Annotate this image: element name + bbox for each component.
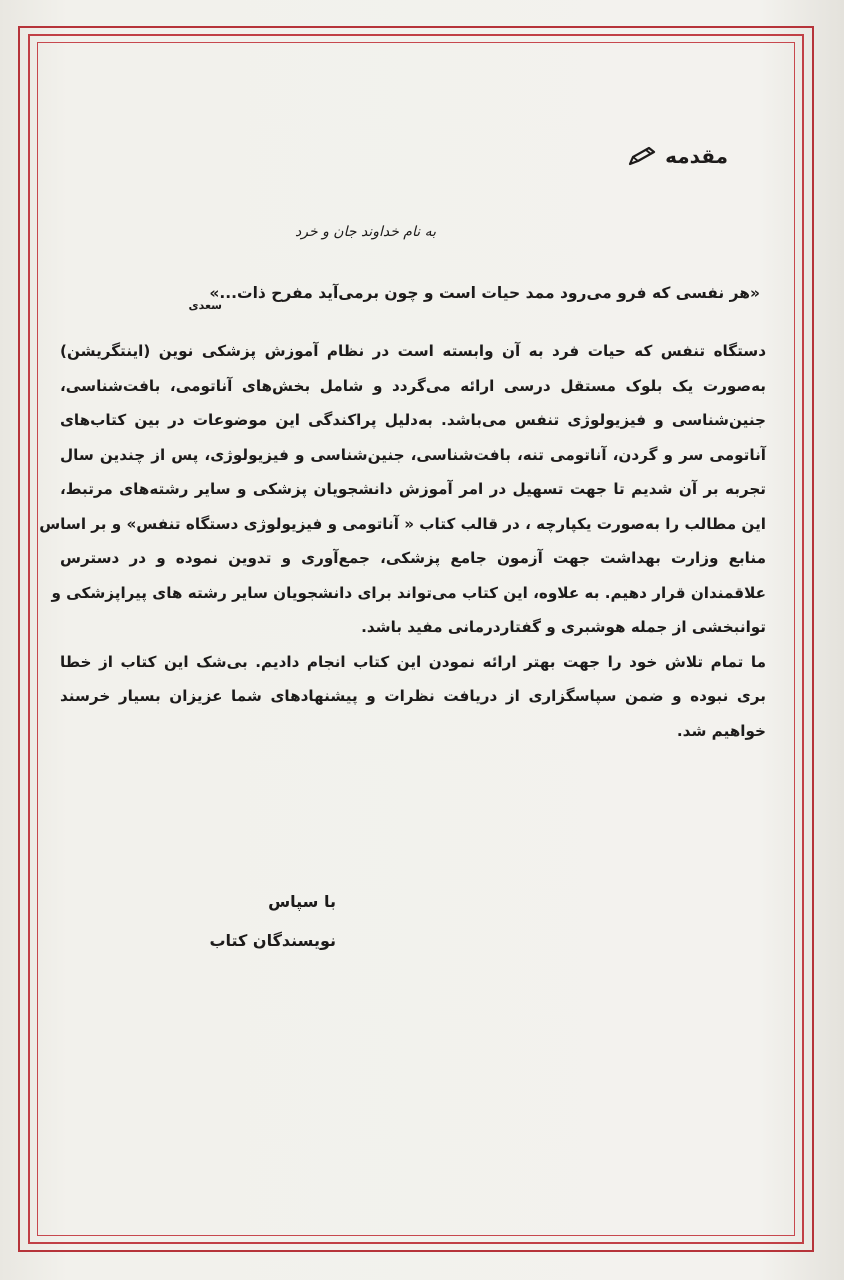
- text-line: به‌صورت یک بلوک مستقل درسی ارائه می‌گردد و شامل بخش‌های آناتومی، بافت‌شناسی،: [60, 376, 766, 395]
- quote-author: سعدی: [188, 299, 222, 312]
- text-line: این مطالب را به‌صورت یکپارچه ، در قالب کتاب « آناتومی و فیزیولوژی دستگاه تنفس» و بر اساس: [39, 514, 766, 533]
- closing-thanks: با سپاس: [268, 892, 336, 911]
- intro-paragraphs: [39, 334, 766, 748]
- pen-icon: [627, 145, 657, 167]
- opening-quote: «هر نفسی که فرو می‌رود ممد حیات است و چون برمی‌آید مفرح ذات...»: [209, 284, 760, 302]
- text-line: بری نبوده و ضمن سپاسگزاری از دریافت نظرات و پیشنهادهای شما عزیزان بسیار خرسند: [60, 687, 766, 705]
- page-content: [40, 44, 792, 1234]
- closing-block: [209, 882, 336, 960]
- text-line: آناتومی سر و گردن، آناتومی تنه، بافت‌شناسی، جنین‌شناسی و فیزیولوژی، پس از چندین سال: [60, 445, 766, 464]
- text-line: ما تمام تلاش خود را جهت بهتر ارائه نمودن این کتاب انجام دادیم. بی‌شک این کتاب از خطا: [60, 652, 766, 671]
- text-line: دستگاه تنفس که حیات فرد به آن وابسته است در نظام آموزش پزشکی نوین (اینتگریشن): [60, 342, 766, 360]
- text-line: منابع وزارت بهداشت جهت آزمون جامع پزشکی، جمع‌آوری و تدوین نموده و در دسترس: [60, 549, 766, 567]
- text-line: جنین‌شناسی و فیزیولوژی تنفس می‌باشد. به‌دلیل پراکندگی این موضوعات در بین کتاب‌های: [60, 411, 766, 429]
- section-heading: [627, 144, 728, 168]
- bismillah-text: به نام خداوند جان و خرد: [295, 224, 436, 240]
- text-line: تجربه بر آن شدیم تا جهت تسهیل در امر آموزش دانشجویان پزشکی و سایر رشته‌های مرتبط،: [60, 480, 766, 498]
- text-line: توانبخشی از جمله هوشبری و گفتاردرمانی مفید باشد.: [361, 618, 766, 636]
- heading-text: مقدمه: [665, 144, 728, 168]
- text-line: علاقمندان قرار دهیم. به علاوه، این کتاب می‌تواند برای دانشجویان سایر رشته های پیراپزشکی و: [51, 583, 766, 602]
- text-line: خواهیم شد.: [676, 721, 766, 740]
- closing-signature: نویسندگان کتاب: [209, 931, 336, 950]
